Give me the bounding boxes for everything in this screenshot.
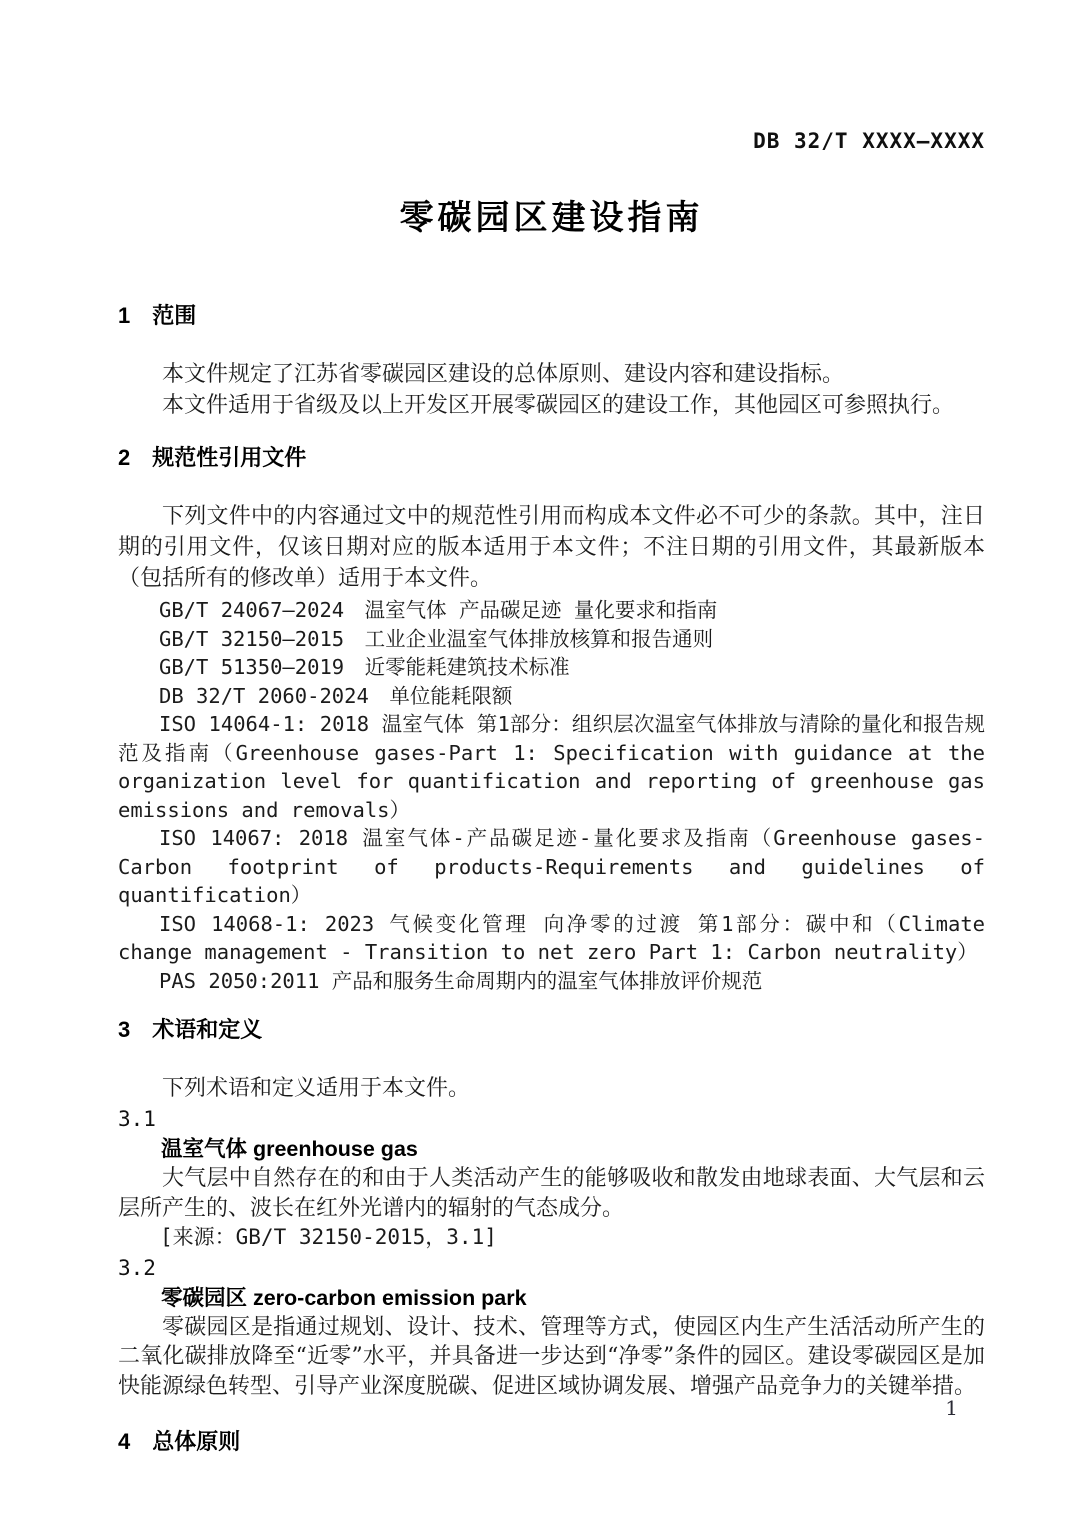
section-1-paragraph: 本文件适用于省级及以上开发区开展零碳园区的建设工作，其他园区可参照执行。	[162, 393, 955, 418]
section-2-heading: 2 规范性引用文件	[118, 445, 307, 470]
reference-item: ISO 14064-1: 2018 温室气体 第1部分：组织层次温室气体排放与清除的量化和报告规范及指南（Greenhouse gases-Part 1: Specification with guidance at the organization level for quantification and reporting of greenhouse gas emissions and removals）	[118, 712, 985, 822]
term-source: [来源：GB/T 32150-2015，3.1]	[160, 1225, 497, 1249]
reference-item: ISO 14068-1: 2023 气候变化管理 向净零的过渡 第1部分：碳中和（Climate change management - Transition to net zero Part 1: Carbon neutrality）	[118, 911, 985, 964]
section-1-paragraph: 本文件规定了江苏省零碳园区建设的总体原则、建设内容和建设指标。	[162, 362, 845, 387]
term-number: 3.2	[118, 1255, 156, 1280]
section-1-heading: 1 范围	[118, 303, 197, 328]
section-3-intro: 下列术语和定义适用于本文件。	[162, 1076, 471, 1101]
reference-item: ISO 14067: 2018 温室气体-产品碳足迹-量化要求及指南（Greenhouse gases-Carbon footprint of products-Requirements and guidelines of quantification）	[118, 826, 985, 907]
term-name: 零碳园区 zero-carbon emission park	[161, 1285, 527, 1310]
reference-item: GB/T 32150—2015 工业企业温室气体排放核算和报告通则	[159, 626, 714, 651]
section-3-heading: 3 术语和定义	[118, 1017, 263, 1042]
doc-code: DB 32/T XXXX—XXXX	[753, 129, 985, 153]
terms-and-definitions	[118, 1104, 985, 1401]
term-name: 温室气体 greenhouse gas	[161, 1137, 418, 1161]
page-number: 1	[945, 1396, 958, 1420]
section-2-intro: 下列文件中的内容通过文中的规范性引用而构成本文件必不可少的条款。其中，注日期的引用文件，仅该日期对应的版本适用于本文件；不注日期的引用文件，其最新版本（包括所有的修改单）适用于本文件。	[118, 504, 985, 591]
normative-reference-list	[118, 596, 985, 995]
term-number: 3.1	[118, 1107, 156, 1131]
term-definition: 大气层中自然存在的和由于人类活动产生的能够吸收和散发由地球表面、大气层和云层所产生的、波长在红外光谱内的辐射的气态成分。	[118, 1166, 985, 1221]
reference-item: GB/T 51350—2019 近零能耗建筑技术标准	[159, 655, 570, 679]
reference-item: PAS 2050:2011 产品和服务生命周期内的温室气体排放评价规范	[159, 968, 763, 993]
reference-item: GB/T 24067—2024 温室气体 产品碳足迹 量化要求和指南	[159, 598, 718, 622]
doc-title: 零碳园区建设指南	[399, 199, 704, 237]
reference-item: DB 32/T 2060-2024 单位能耗限额	[159, 683, 513, 708]
section-4-heading: 4 总体原则	[118, 1429, 241, 1454]
term-definition: 零碳园区是指通过规划、设计、技术、管理等方式，使园区内生产生活活动所产生的二氧化碳排放降至“近零”水平，并具备进一步达到“净零”条件的园区。建设零碳园区是加快能源绿色转型、引导产业深度脱碳、促进区域协调发展、增强产品竞争力的关键举措。	[118, 1314, 985, 1399]
